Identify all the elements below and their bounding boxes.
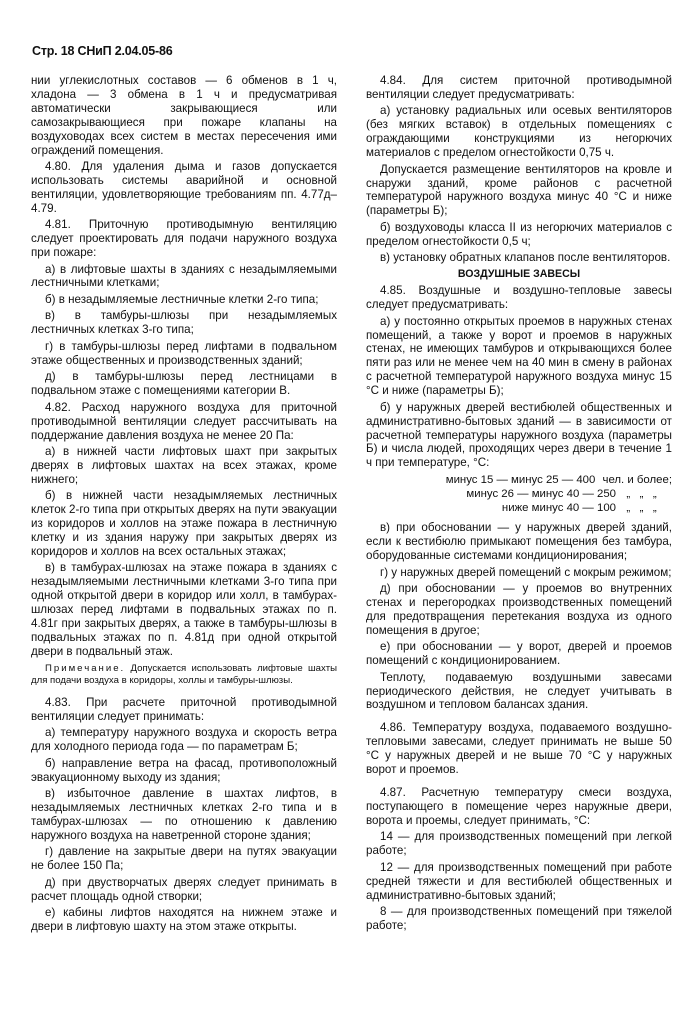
paragraph: б) в нижней части незадымляемых лестничных клеток 2-го типа при открытых дверях на пути эвакуации из коридоров и холлов на этаже пожара в лестничную клетку и из здания наружу при закрытых дверях из коридоров и холлов на всех остальных этажах; bbox=[31, 489, 337, 558]
rate-row bbox=[366, 473, 672, 487]
paragraph: б) в незадымляемые лестничные клетки 2-го типа; bbox=[45, 292, 319, 306]
paragraph: 8 — для производственных помещений при тяжелой работе; bbox=[366, 905, 672, 932]
paragraph: г) у наружных дверей помещений с мокрым режимом; bbox=[380, 565, 672, 579]
right-column bbox=[366, 74, 672, 935]
paragraph: е) кабины лифтов находятся на нижнем этаже и двери в лифтовую шахту на этом этаже открыты. bbox=[31, 906, 337, 933]
paragraph: 4.81. Приточную противодымную вентиляцию следует проектировать для подачи наружного воздуха при пожаре: bbox=[31, 218, 337, 260]
rate-value: минус 26 — минус 40 — 250 bbox=[466, 488, 616, 501]
paragraph: 4.84. Для систем приточной противодымной вентиляции следует предусматривать: bbox=[366, 74, 672, 101]
rate-unit: „ „ „ bbox=[620, 502, 657, 515]
rate-value: ниже минус 40 — 100 bbox=[501, 502, 616, 515]
paragraph: г) в тамбуры-шлюзы перед лифтами в подвальном этаже общественных и производственных зданий; bbox=[31, 339, 337, 367]
paragraph: в) в тамбуры-шлюзы при незадымляемых лестничных клетках 3-го типа; bbox=[31, 309, 337, 337]
paragraph: а) в нижней части лифтовых шахт при закрытых дверях в лифтовых шахтах на всех этажах, кроме нижнего; bbox=[31, 445, 337, 486]
paragraph: б) направление ветра на фасад, противоположный эвакуационному выходу из здания; bbox=[31, 756, 337, 784]
page-header: Стр. 18 СНиП 2.04.05-86 bbox=[32, 44, 173, 58]
paragraph: в) установку обратных клапанов после вентиляторов. bbox=[380, 251, 671, 265]
rate-list bbox=[366, 473, 672, 515]
paragraph: 4.87. Расчетную температуру смеси воздуха, поступающего в помещение через наружные двери, ворота и проемы, следует принимать, °С: bbox=[366, 786, 672, 827]
rate-unit: чел. и более; bbox=[599, 474, 672, 487]
paragraph: а) установку радиальных или осевых вентиляторов (без мягких вставок) в отдельных помещениях с ограждающими конструкциями из негорючих материалов с пределом огнестойкости 0,75 ч. bbox=[366, 104, 672, 160]
paragraph: Допускается размещение вентиляторов на кровле и снаружи зданий, кроме районов с расчетной температурой наружного воздуха минус 40 °С и ниже (параметры Б); bbox=[366, 162, 672, 218]
note bbox=[31, 663, 337, 687]
left-column bbox=[31, 74, 337, 936]
paragraph: е) при обосновании — у ворот, дверей и проемов помещений с кондиционированием. bbox=[366, 640, 672, 668]
paragraph: д) при двустворчатых дверях следует принимать в расчет площадь одной створки; bbox=[31, 875, 337, 903]
paragraph: 14 — для производственных помещений при легкой работе; bbox=[366, 830, 672, 858]
paragraph: в) избыточное давление в шахтах лифтов, в незадымляемых лестничных клетках 2-го типа и в тамбурах-шлюзах — по отношению к давлению наружного воздуха на наветренной стороне здания; bbox=[31, 787, 337, 842]
paragraph: а) в лифтовые шахты в зданиях с незадымляемыми лестничными клетками; bbox=[31, 262, 337, 290]
paragraph: д) в тамбуры-шлюзы перед лестницами в подвальном этаже с помещениями категории В. bbox=[31, 370, 337, 398]
paragraph: а) у постоянно открытых проемов в наружных стенах помещений, а также у ворот и проемов в наружных стенах, не имеющих тамбуров и открывающихся более пяти раз или не менее чем на 40 мин в смену в районах с расчетной температурой наружного воздуха минус 15 °С и ниже (параметры Б); bbox=[366, 314, 672, 398]
paragraph: д) при обосновании — у проемов во внутренних стенах и перегородках производственных помещений для предотвращения перетекания воздуха из одного помещения в другое; bbox=[366, 582, 672, 637]
paragraph: в) при обосновании — у наружных дверей зданий, если к вестибюлю примыкают помещения без тамбура, оборудованные системами кондиционирования; bbox=[366, 521, 672, 563]
rate-unit: „ „ „ bbox=[620, 488, 657, 501]
paragraph: а) температуру наружного воздуха и скорость ветра для холодного периода года — по параметрам Б; bbox=[31, 726, 337, 754]
paragraph: 4.86. Температуру воздуха, подаваемого воздушно-тепловыми завесами, следует принимать не выше 50 °С у наружных дверей и не выше 70 °С у наружных ворот и проемов. bbox=[366, 721, 672, 777]
paragraph: 4.85. Воздушные и воздушно-тепловые завесы следует предусматривать: bbox=[366, 284, 672, 312]
paragraph: г) давление на закрытые двери на путях эвакуации не более 150 Па; bbox=[31, 845, 337, 873]
paragraph: в) в тамбурах-шлюзах на этаже пожара в зданиях с незадымляемыми лестничными клетками 3-го типа при одной открытой двери в коридор или холл, в тамбурах-шлюзах перед лифтами в подвальных этажах по п. 4.81г при закрытых дверях, а также в тамбуры-шлюзы в подвальных этажах по п. 4.81д при одной открытой двери в подвальный этаж. bbox=[31, 561, 337, 658]
paragraph: Теплоту, подаваемую воздушными завесами периодического действия, не следует учитывать в воздушном и тепловом балансах здания. bbox=[366, 670, 672, 712]
paragraph: 4.82. Расход наружного воздуха для приточной противодымной вентиляции следует рассчитывать на поддержание давления воздуха не менее 20 Па: bbox=[31, 400, 337, 442]
paragraph: 12 — для производственных помещений при работе средней тяжести и для вестибюлей общественных и административно-бытовых зданий; bbox=[366, 860, 672, 902]
paragraph: 4.83. При расчете приточной противодымной вентиляции следует принимать: bbox=[31, 695, 337, 723]
paragraph: б) у наружных дверей вестибюлей общественных и административно-бытовых зданий — в зависимости от расчетной температуры наружного воздуха (параметры Б) и числа людей, проходящих через двери в течение 1 ч при температуре, °С: bbox=[366, 400, 672, 470]
rate-row bbox=[366, 487, 672, 501]
paragraph: нии углекислотных составов — 6 обменов в 1 ч, хладона — 3 обмена в 1 ч и предусматривая автоматически закрывающиеся или самозакрывающиеся при пожаре клапаны на воздуховодах всех систем в местах пересечения ими ограждений помещения. bbox=[31, 74, 337, 157]
section-title: ВОЗДУШНЫЕ ЗАВЕСЫ bbox=[457, 267, 581, 280]
paragraph: б) воздуховоды класса II из негорючих материалов с пределом огнестойкости 0,5 ч; bbox=[366, 220, 672, 248]
paragraph: 4.80. Для удаления дыма и газов допускается использовать системы аварийной и основной вентиляции, удовлетворяющие требованиям пп. 4.77д–4.79. bbox=[31, 160, 337, 215]
rate-value: минус 15 — минус 25 — 400 bbox=[445, 474, 596, 487]
note-text: Допускается использовать лифтовые шахты для подачи воздуха в коридоры, холлы и тамбуры-шлюзы. bbox=[31, 662, 337, 686]
note-label: Примечание. bbox=[45, 662, 126, 674]
rate-row bbox=[366, 501, 672, 515]
